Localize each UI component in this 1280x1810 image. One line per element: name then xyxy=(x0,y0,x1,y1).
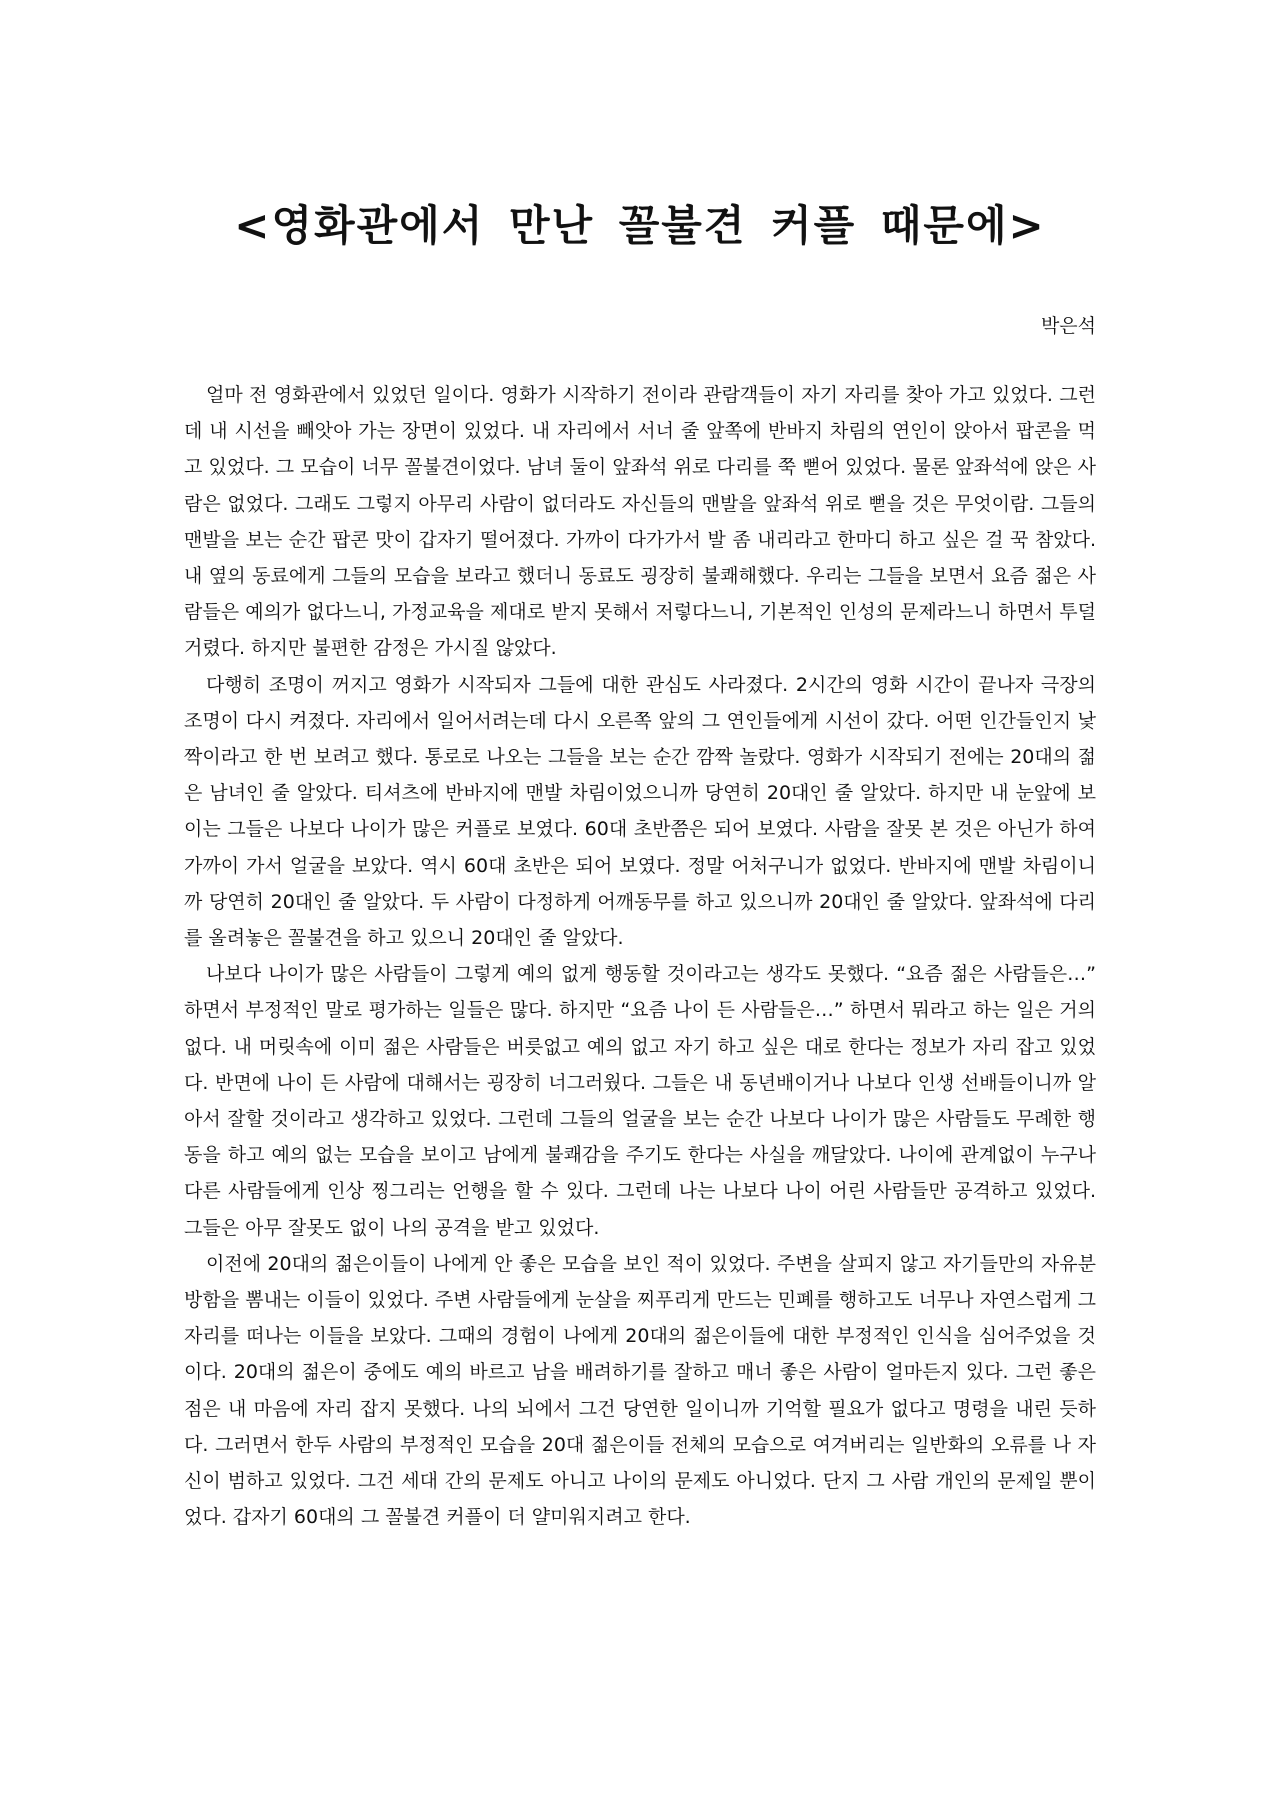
document-title: <영화관에서 만난 꼴불견 커플 때문에> xyxy=(234,201,1046,250)
document-body xyxy=(184,377,1096,1536)
paragraph-1: 얼마 전 영화관에서 있었던 일이다. 영화가 시작하기 전이라 관람객들이 자기 자리를 찾아 가고 있었다. 그런데 내 시선을 빼앗아 가는 장면이 있었다. 내 자리에서 서너 줄 앞쪽에 반바지 차림의 연인이 앉아서 팝콘을 먹고 있었다. 그 모습이 너무 꼴불견이었다. 남녀 둘이 앞좌석 위로 다리를 쭉 뻗어 있었다. 물론 앞좌석에 앉은 사람은 없었다. 그래도 그렇지 아무리 사람이 없더라도 자신들의 맨발을 앞좌석 위로 뻗을 것은 무엇이람. 그들의 맨발을 보는 순간 팝콘 맛이 갑자기 떨어졌다. 가까이 다가가서 발 좀 내리라고 한마디 하고 싶은 걸 꾹 참았다. 내 옆의 동료에게 그들의 모습을 보라고 했더니 동료도 굉장히 불쾌해했다. 우리는 그들을 보면서 요즘 젊은 사람들은 예의가 없다느니, 가정교육을 제대로 받지 못해서 저렇다느니, 기본적인 인성의 문제라느니 하면서 투덜거렸다. 하지만 불편한 감정은 가시질 않았다. xyxy=(184,384,1096,660)
author-name: 박은석 xyxy=(1040,315,1096,337)
paragraph-3: 나보다 나이가 많은 사람들이 그렇게 예의 없게 행동할 것이라고는 생각도 못했다. “요즘 젊은 사람들은…” 하면서 부정적인 말로 평가하는 일들은 많다. 하지만 “요즘 나이 든 사람들은…” 하면서 뭐라고 하는 일은 거의 없다. 내 머릿속에 이미 젊은 사람들은 버릇없고 예의 없고 자기 하고 싶은 대로 한다는 정보가 자리 잡고 있었다. 반면에 나이 든 사람에 대해서는 굉장히 너그러웠다. 그들은 내 동년배이거나 나보다 인생 선배들이니까 알아서 잘할 것이라고 생각하고 있었다. 그런데 그들의 얼굴을 보는 순간 나보다 나이가 많은 사람들도 무례한 행동을 하고 예의 없는 모습을 보이고 남에게 불쾌감을 주기도 한다는 사실을 깨달았다. 나이에 관계없이 누구나 다른 사람들에게 인상 찡그리는 언행을 할 수 있다. 그런데 나는 나보다 나이 어린 사람들만 공격하고 있었다. 그들은 아무 잘못도 없이 나의 공격을 받고 있었다. xyxy=(184,963,1096,1239)
paragraph-4: 이전에 20대의 젊은이들이 나에게 안 좋은 모습을 보인 적이 있었다. 주변을 살피지 않고 자기들만의 자유분방함을 뽐내는 이들이 있었다. 주변 사람들에게 눈살을 찌푸리게 만드는 민폐를 행하고도 너무나 자연스럽게 그 자리를 떠나는 이들을 보았다. 그때의 경험이 나에게 20대의 젊은이들에 대한 부정적인 인식을 심어주었을 것이다. 20대의 젊은이 중에도 예의 바르고 남을 배려하기를 잘하고 매너 좋은 사람이 얼마든지 있다. 그런 좋은 점은 내 마음에 자리 잡지 못했다. 나의 뇌에서 그건 당연한 일이니까 기억할 필요가 없다고 명령을 내린 듯하다. 그러면서 한두 사람의 부정적인 모습을 20대 젊은이들 전체의 모습으로 여겨버리는 일반화의 오류를 나 자신이 범하고 있었다. 그건 세대 간의 문제도 아니고 나이의 문제도 아니었다. 단지 그 사람 개인의 문제일 뿐이었다. 갑자기 60대의 그 꼴불견 커플이 더 얄미워지려고 한다. xyxy=(184,1252,1096,1529)
paragraph-2: 다행히 조명이 꺼지고 영화가 시작되자 그들에 대한 관심도 사라졌다. 2시간의 영화 시간이 끝나자 극장의 조명이 다시 켜졌다. 자리에서 일어서려는데 다시 오른쪽 앞의 그 연인들에게 시선이 갔다. 어떤 인간들인지 낯짝이라고 한 번 보려고 했다. 통로로 나오는 그들을 보는 순간 깜짝 놀랐다. 영화가 시작되기 전에는 20대의 젊은 남녀인 줄 알았다. 티셔츠에 반바지에 맨발 차림이었으니까 당연히 20대인 줄 알았다. 하지만 내 눈앞에 보이는 그들은 나보다 나이가 많은 커플로 보였다. 60대 초반쯤은 되어 보였다. 사람을 잘못 본 것은 아닌가 하여 가까이 가서 얼굴을 보았다. 역시 60대 초반은 되어 보였다. 정말 어처구니가 없었다. 반바지에 맨발 차림이니까 당연히 20대인 줄 알았다. 두 사람이 다정하게 어깨동무를 하고 있으니까 20대인 줄 알았다. 앞좌석에 다리를 올려놓은 꼴불견을 하고 있으니 20대인 줄 알았다. xyxy=(184,673,1096,950)
